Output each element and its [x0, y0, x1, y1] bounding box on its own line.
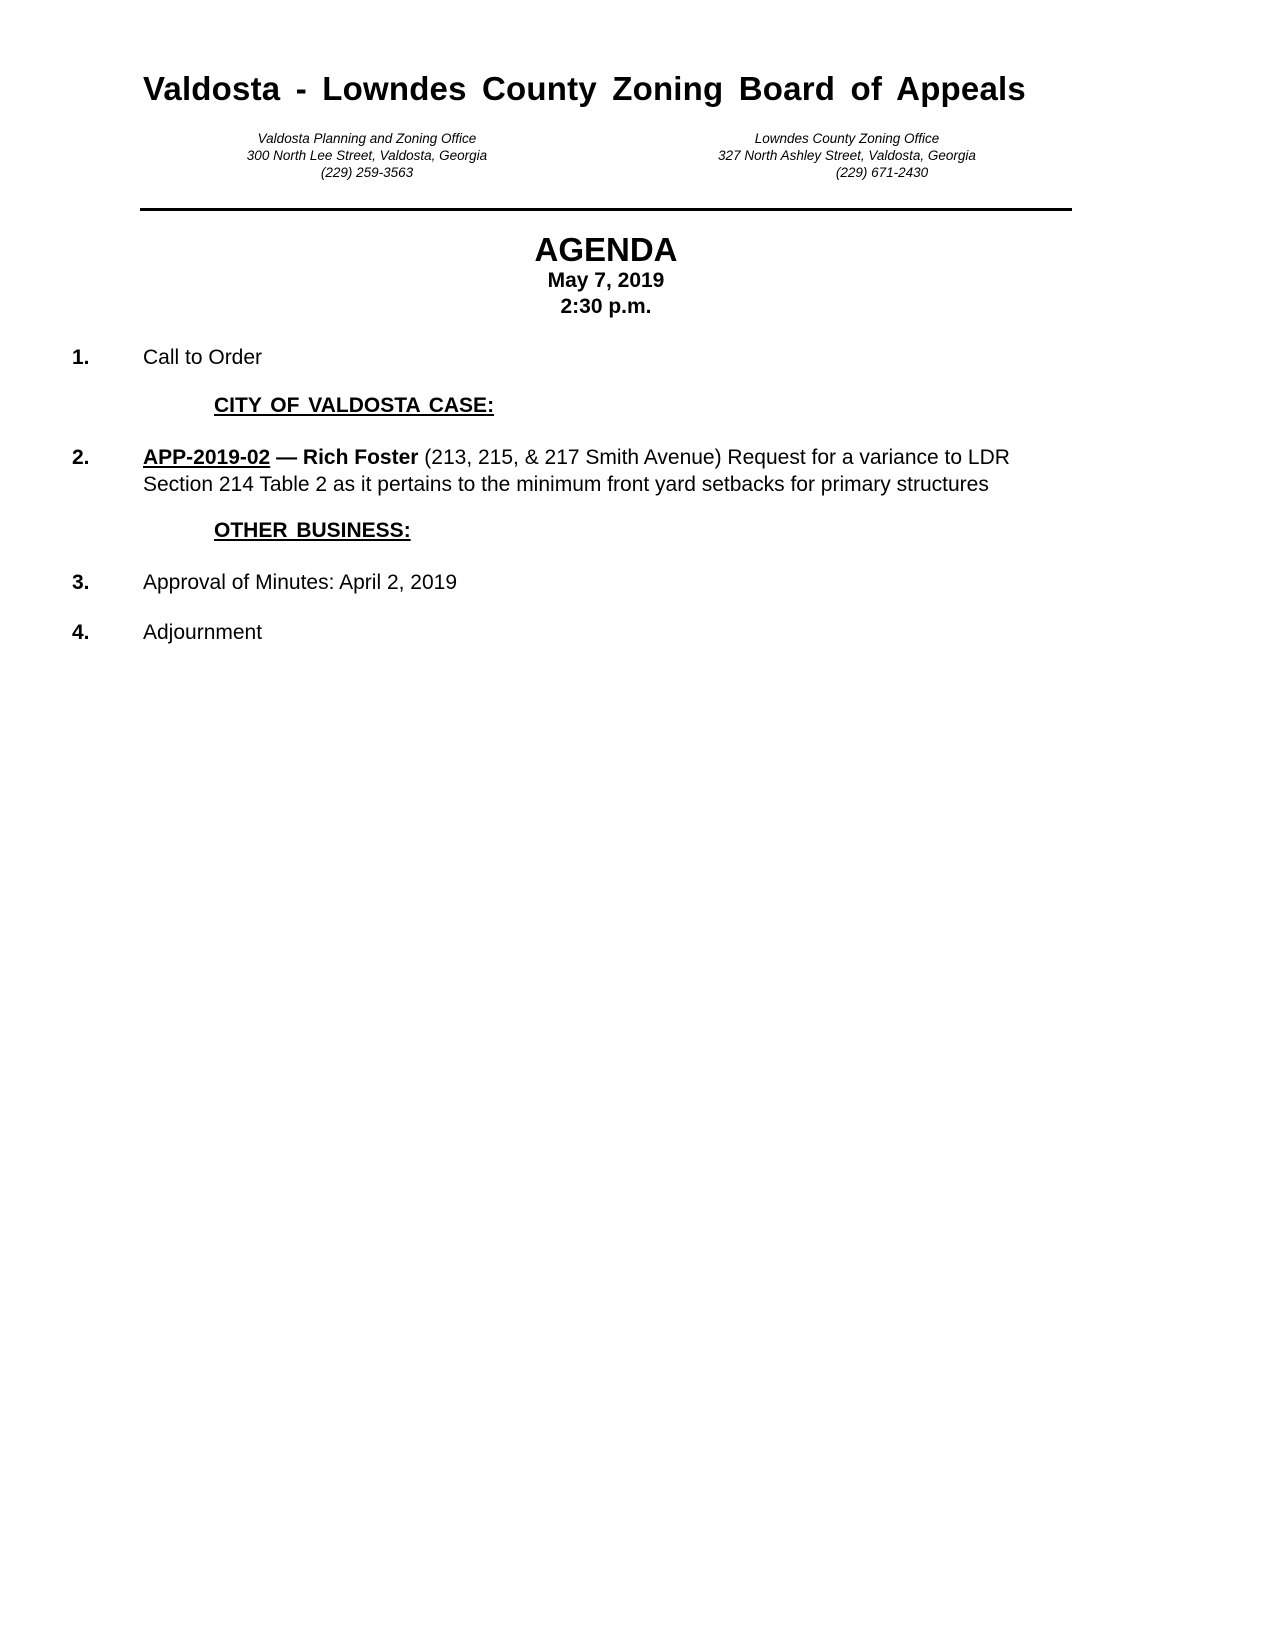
item-number: 1. — [72, 346, 90, 369]
item-line-1 — [143, 444, 1010, 471]
agenda-title: AGENDA — [534, 231, 678, 268]
office-phone: (229) 671-2430 — [835, 165, 929, 180]
lowndes-office-block — [714, 130, 980, 181]
office-address: 300 North Lee Street, Valdosta, Georgia — [246, 148, 488, 163]
valdosta-office-block — [243, 130, 491, 181]
section-heading-city-case: CITY OF VALDOSTA CASE: — [214, 394, 495, 417]
agenda-date: May 7, 2019 — [547, 269, 665, 292]
item-text — [143, 444, 1010, 498]
item-line-2: Section 214 Table 2 as it pertains to the minimum front yard setbacks for primary structures — [143, 473, 989, 496]
agenda-heading — [0, 232, 1212, 320]
item-text: Approval of Minutes: April 2, 2019 — [143, 571, 458, 594]
office-phone: (229) 259-3563 — [320, 165, 414, 180]
applicant-name: Rich Foster — [302, 446, 419, 469]
header-divider — [140, 208, 1072, 211]
board-title: Valdosta - Lowndes County Zoning Board of Appeals — [143, 70, 1026, 107]
item-text: Call to Order — [143, 346, 263, 369]
office-address: 327 North Ashley Street, Valdosta, Georgia — [718, 148, 976, 163]
case-id: APP-2019-02 — [143, 446, 271, 469]
section-heading-other-business: OTHER BUSINESS: — [214, 519, 411, 542]
dash: — — [270, 446, 303, 469]
office-name: Valdosta Planning and Zoning Office — [257, 131, 477, 146]
item-number: 3. — [72, 571, 90, 594]
agenda-time: 2:30 p.m. — [560, 295, 652, 318]
case-description: (213, 215, & 217 Smith Avenue) Request for a variance to LDR — [418, 446, 1010, 469]
office-name: Lowndes County Zoning Office — [754, 131, 940, 146]
item-number: 2. — [72, 446, 90, 469]
item-number: 4. — [72, 621, 90, 644]
item-text: Adjournment — [143, 621, 263, 644]
